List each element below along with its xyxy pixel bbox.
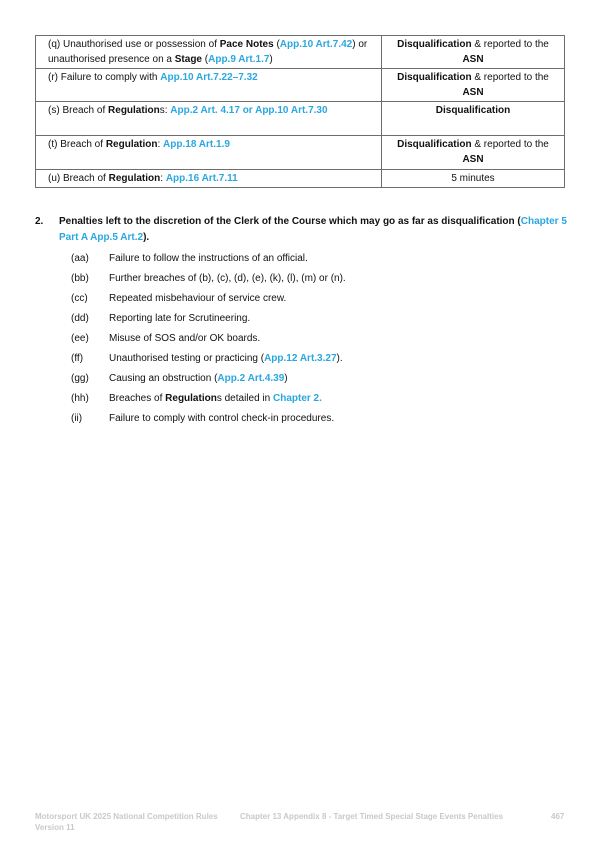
item-label: (aa) bbox=[71, 253, 89, 264]
table-row bbox=[36, 102, 565, 136]
penalty-cell: Disqualification bbox=[382, 102, 565, 136]
table-row bbox=[36, 69, 565, 102]
offence-cell: (u) Breach of Regulation: App.16 Art.7.11 bbox=[36, 170, 382, 188]
penalty-cell: Disqualification & reported to the ASN bbox=[382, 136, 565, 170]
section-number: 2. bbox=[35, 216, 44, 227]
item-text: Breaches of Regulations detailed in Chapter 2. bbox=[109, 393, 322, 404]
item-label: (dd) bbox=[71, 313, 89, 324]
table-row bbox=[36, 170, 565, 188]
cross-reference-link[interactable]: App.10 Art.7.22–7.32 bbox=[160, 72, 258, 83]
item-label: (ii) bbox=[71, 413, 83, 424]
item-text: Misuse of SOS and/or OK boards. bbox=[109, 333, 261, 344]
footer-title: Motorsport UK 2025 National Competition Rules bbox=[35, 812, 218, 821]
item-label: (ff) bbox=[71, 353, 84, 364]
cross-reference-link[interactable]: App.2 Art.4.39 bbox=[217, 373, 285, 384]
offence-cell: (t) Breach of Regulation: App.18 Art.1.9 bbox=[36, 136, 382, 170]
penalty-cell: Disqualification & reported to the ASN bbox=[382, 36, 565, 69]
table-row bbox=[36, 36, 565, 69]
item-label: (hh) bbox=[71, 393, 89, 404]
item-text: Failure to follow the instructions of an official. bbox=[109, 253, 308, 264]
item-label: (cc) bbox=[71, 293, 88, 304]
table-row bbox=[36, 136, 565, 170]
cross-reference-link[interactable]: App.16 Art.7.11 bbox=[165, 173, 238, 184]
cross-reference-link[interactable]: App.9 Art.1.7 bbox=[208, 54, 270, 65]
item-label: (bb) bbox=[71, 273, 89, 284]
cross-reference-link[interactable]: App.10 Art.7.42 bbox=[279, 39, 353, 50]
offence-cell: (q) Unauthorised use or possession of Pace Notes (App.10 Art.7.42) or unauthorised presence on a Stage (App.9 Art.1.7) bbox=[36, 36, 382, 69]
footer-version: Version 11 bbox=[35, 823, 75, 832]
cross-reference-link[interactable]: App.12 Art.3.27 bbox=[264, 353, 337, 364]
penalty-cell: 5 minutes bbox=[382, 170, 565, 188]
penalty-cell: Disqualification & reported to the ASN bbox=[382, 69, 565, 102]
page-number: 467 bbox=[551, 812, 565, 821]
item-text: Further breaches of (b), (c), (d), (e), (k), (l), (m) or (n). bbox=[109, 273, 346, 284]
footer-chapter: Chapter 13 Appendix 8 - Target Timed Special Stage Events Penalties bbox=[240, 812, 504, 821]
offence-cell: (s) Breach of Regulations: App.2 Art. 4.17 or App.10 Art.7.30 bbox=[36, 102, 382, 136]
section-text: Penalties left to the discretion of the Clerk of the Course which may go as far as disqualification (Chapter 5 Part A App.5 Art.2). bbox=[59, 216, 567, 243]
item-label: (ee) bbox=[71, 333, 89, 344]
item-text: Reporting late for Scrutineering. bbox=[109, 313, 251, 324]
footer-publication bbox=[35, 811, 218, 833]
cross-reference-link[interactable]: App.2 Art. 4.17 or App.10 Art.7.30 bbox=[170, 105, 328, 116]
penalties-table bbox=[35, 35, 565, 188]
offence-cell: (r) Failure to comply with App.10 Art.7.22–7.32 bbox=[36, 69, 382, 102]
item-text: Repeated misbehaviour of service crew. bbox=[109, 293, 287, 304]
item-label: (gg) bbox=[71, 373, 89, 384]
cross-reference-link[interactable]: Chapter 2. bbox=[272, 393, 322, 404]
item-text: Causing an obstruction (App.2 Art.4.39) bbox=[109, 373, 288, 384]
chapter-reference-link[interactable]: Chapter 5 Part A App.5 Art.2 bbox=[59, 216, 567, 243]
item-text: Unauthorised testing or practicing (App.12 Art.3.27). bbox=[109, 353, 343, 364]
cross-reference-link[interactable]: App.18 Art.1.9 bbox=[163, 139, 230, 150]
item-text: Failure to comply with control check-in procedures. bbox=[109, 413, 335, 424]
